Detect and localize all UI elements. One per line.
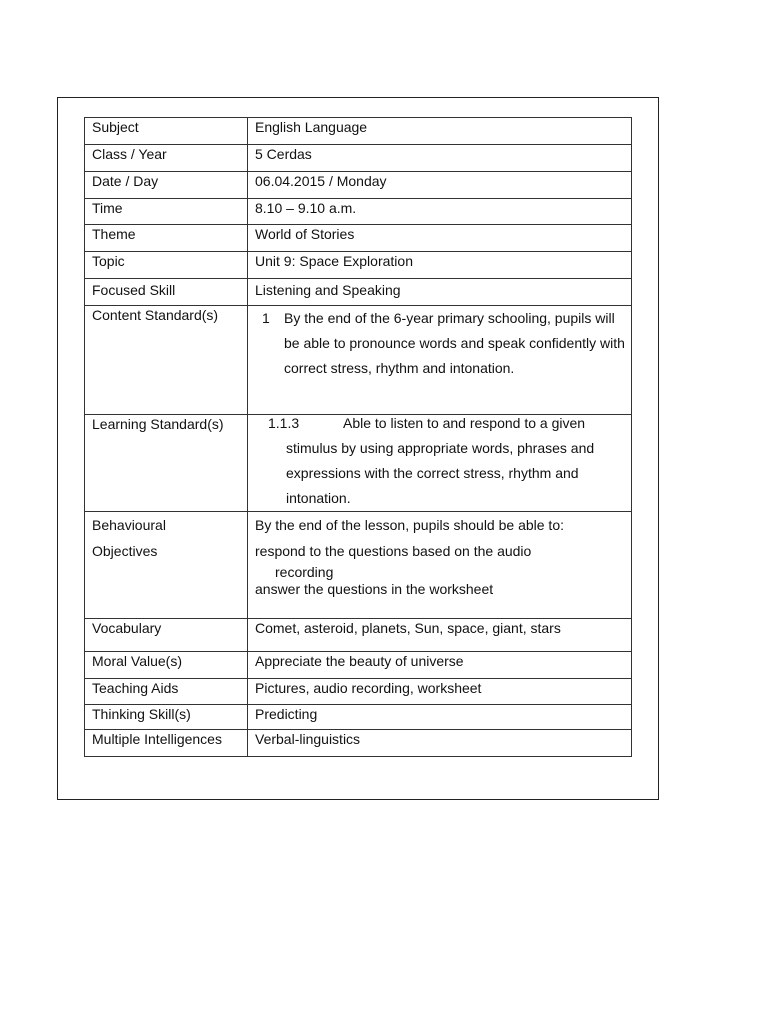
row-teaching-aids (85, 679, 632, 705)
row-date-day (85, 172, 632, 199)
row-time (85, 199, 632, 225)
content-standard-text: By the end of the 6-year primary schooling, pupils will be able to pronounce words and speak confidently with correct stress, rhythm and intonation. (284, 310, 625, 376)
behavioural-item1-cont: recording (275, 564, 334, 580)
learning-standard-text: Able to listen to and respond to a given stimulus by using appropriate words, phrases and expressions with the correct stress, rhythm and intonation. (286, 415, 595, 506)
label-multiple-intelligences: Multiple Intelligences (85, 730, 248, 757)
behavioural-label-line2: Objectives (92, 543, 158, 559)
value-focused-skill: Listening and Speaking (248, 279, 632, 306)
value-class-year: 5 Cerdas (248, 145, 632, 172)
value-theme: World of Stories (248, 225, 632, 252)
label-moral-value: Moral Value(s) (85, 652, 248, 679)
value-content-standard (248, 306, 632, 415)
value-thinking-skill: Predicting (248, 705, 632, 730)
label-time: Time (85, 199, 248, 225)
learning-standard-code: 1.1.3 (268, 415, 300, 431)
value-moral-value: Appreciate the beauty of universe (248, 652, 632, 679)
row-moral-value (85, 652, 632, 679)
value-date-day: 06.04.2015 / Monday (248, 172, 632, 199)
value-subject: English Language (248, 118, 632, 145)
row-topic (85, 252, 632, 279)
behavioural-intro: By the end of the lesson, pupils should be able to: (255, 517, 564, 533)
content-standard-number: 1 (262, 310, 270, 326)
value-time: 8.10 – 9.10 a.m. (248, 199, 632, 225)
label-thinking-skill: Thinking Skill(s) (85, 705, 248, 730)
row-theme (85, 225, 632, 252)
content-standard-item (255, 306, 631, 381)
label-subject: Subject (85, 118, 248, 145)
value-behavioural-objectives (248, 512, 632, 619)
value-teaching-aids: Pictures, audio recording, worksheet (248, 679, 632, 705)
label-vocabulary: Vocabulary (85, 619, 248, 652)
lesson-plan-table (84, 117, 632, 757)
label-content-standard: Content Standard(s) (85, 306, 248, 415)
behavioural-item1: respond to the questions based on the audio (255, 543, 532, 559)
row-focused-skill (85, 279, 632, 306)
label-learning-standard: Learning Standard(s) (85, 415, 248, 512)
value-topic: Unit 9: Space Exploration (248, 252, 632, 279)
behavioural-item2: answer the questions in the worksheet (255, 581, 494, 597)
learning-standard-item (255, 415, 631, 512)
value-multiple-intelligences: Verbal-linguistics (248, 730, 632, 757)
row-content-standard (85, 306, 632, 415)
label-topic: Topic (85, 252, 248, 279)
label-theme: Theme (85, 225, 248, 252)
label-class-year: Class / Year (85, 145, 248, 172)
row-multiple-intelligences (85, 730, 632, 757)
behavioural-label-line1: Behavioural (92, 517, 166, 533)
value-learning-standard (248, 415, 632, 512)
row-class-year (85, 145, 632, 172)
row-vocabulary (85, 619, 632, 652)
row-thinking-skill (85, 705, 632, 730)
label-focused-skill: Focused Skill (85, 279, 248, 306)
row-learning-standard (85, 415, 632, 512)
label-behavioural-objectives (85, 512, 248, 619)
label-teaching-aids: Teaching Aids (85, 679, 248, 705)
value-vocabulary: Comet, asteroid, planets, Sun, space, giant, stars (248, 619, 632, 652)
row-subject (85, 118, 632, 145)
row-behavioural-objectives (85, 512, 632, 619)
label-date-day: Date / Day (85, 172, 248, 199)
